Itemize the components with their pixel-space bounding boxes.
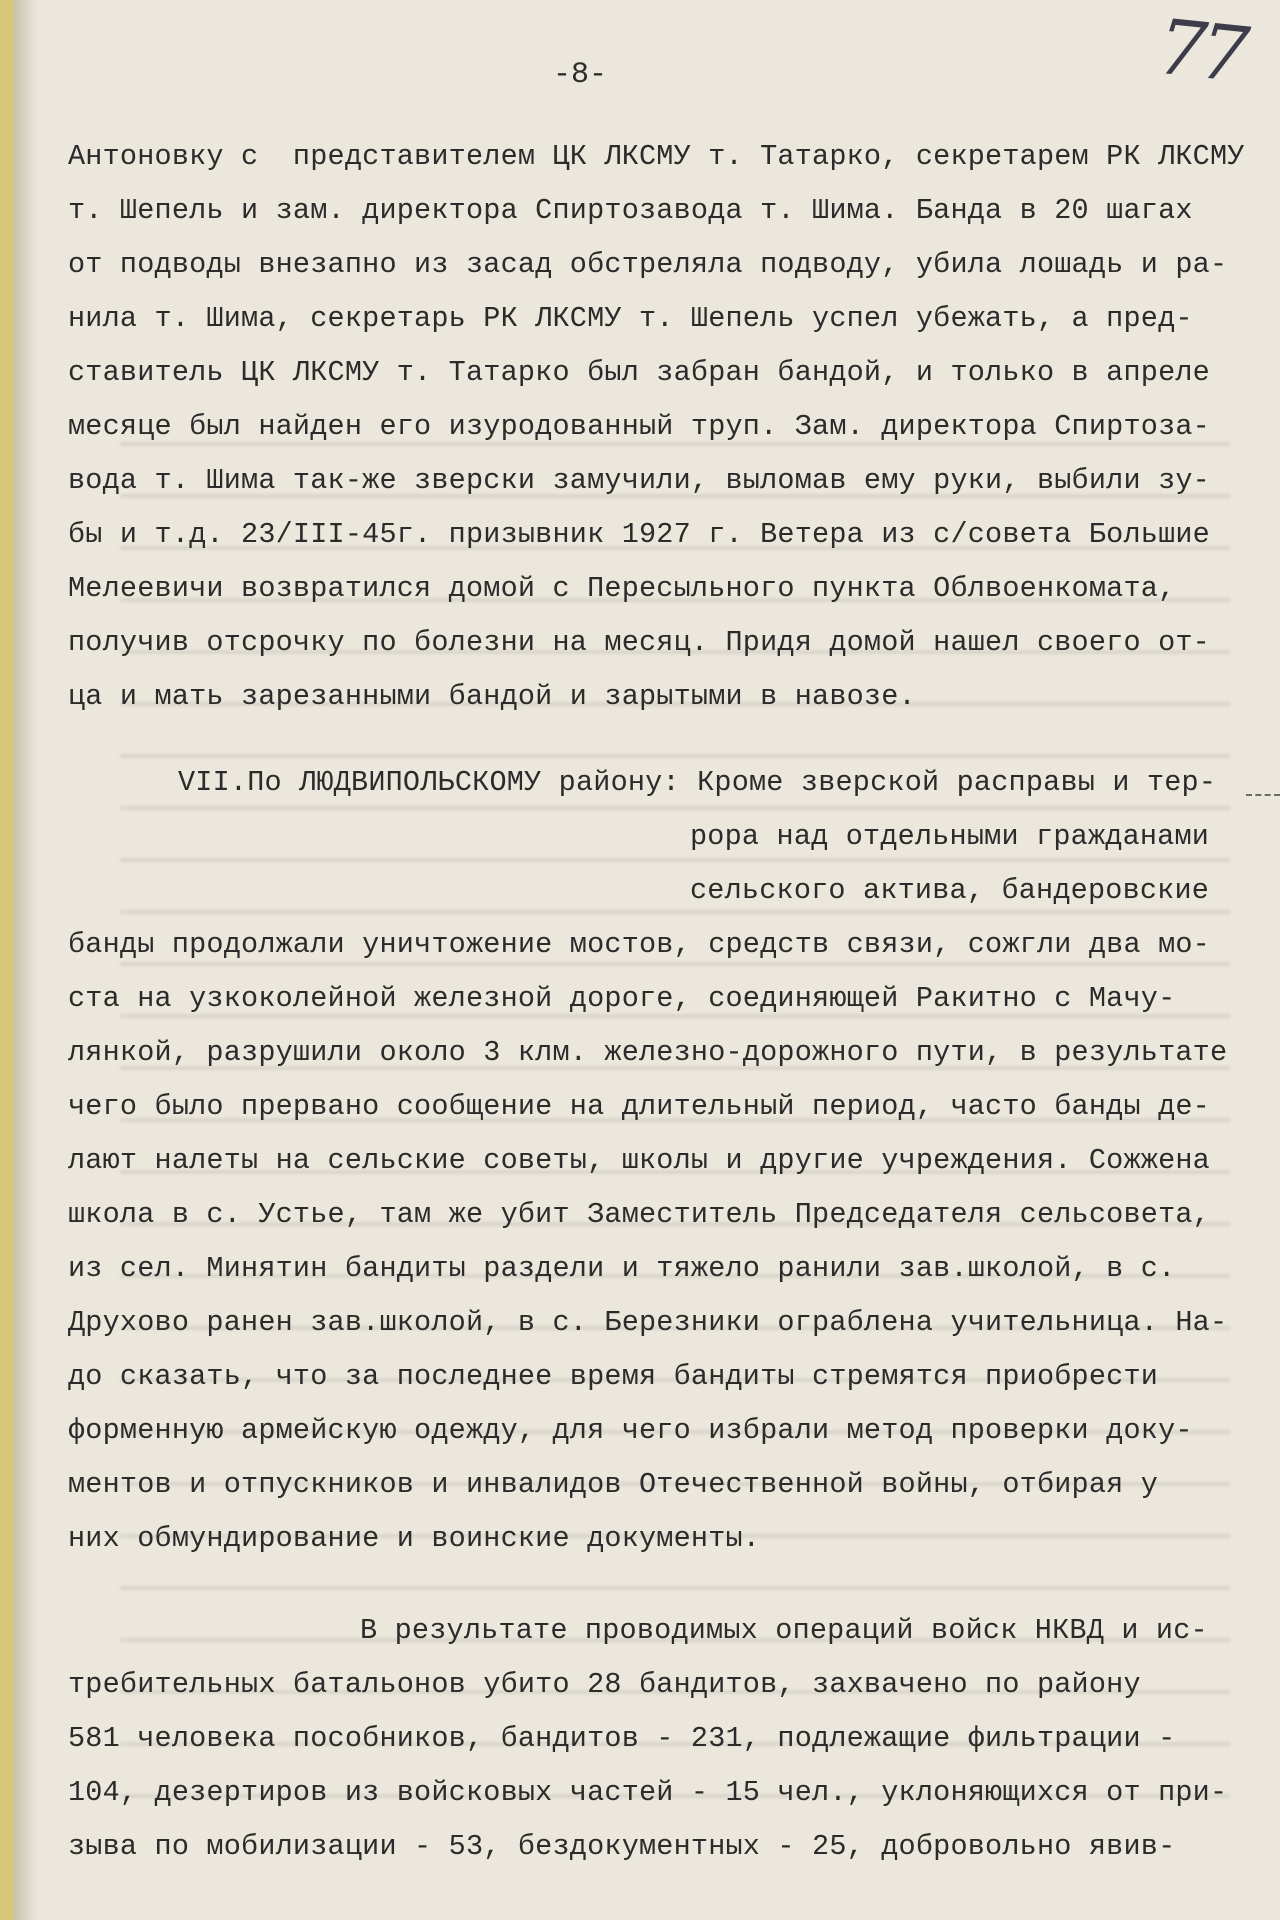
text-line: В результате проводимых операций войск НКВД и ис-	[360, 1614, 1208, 1647]
text-line: них обмундирование и воинские документы.	[68, 1522, 761, 1555]
text-line: Мелеевичи возвратился домой с Пересыльного пункта Облвоенкомата,	[68, 572, 1176, 605]
text-line: Друхово ранен зав.школой, в с. Березники ограблена учительница. На-	[68, 1306, 1228, 1339]
text-line: требительных батальонов убито 28 бандитов, захвачено по району	[68, 1668, 1141, 1701]
text-line: из сел. Минятин бандиты раздели и тяжело ранили зав.школой, в с.	[68, 1252, 1176, 1285]
text-line: чего было прервано сообщение на длительный период, часто банды де-	[68, 1090, 1210, 1123]
binding-edge	[0, 0, 14, 1920]
text-line: лают налеты на сельские советы, школы и другие учреждения. Сожжена	[68, 1144, 1210, 1177]
binding-shadow	[14, 0, 38, 1920]
text-line: вода т. Шима так-же зверски замучили, выломав ему руки, выбили зу-	[68, 464, 1210, 497]
text-line: до сказать, что за последнее время бандиты стремятся приобрести	[68, 1360, 1159, 1393]
text-line: лянкой, разрушили около 3 клм. железно-дорожного пути, в результате	[68, 1036, 1228, 1069]
text-line: ца и мать зарезанными бандой и зарытыми в навозе.	[68, 680, 916, 713]
text-line: зыва по мобилизации - 53, бездокументных - 25, добровольно явив-	[68, 1830, 1176, 1863]
text-line: получив отсрочку по болезни на месяц. Придя домой нашел своего от-	[68, 626, 1210, 659]
text-line: от подводы внезапно из засад обстреляла подводу, убила лошадь и ра-	[68, 248, 1228, 281]
margin-dash-mark	[1246, 794, 1280, 796]
text-line: т. Шепель и зам. директора Спиртозавода т. Шима. Банда в 20 шагах	[68, 194, 1193, 227]
text-line: форменную армейскую одежду, для чего избрали метод проверки доку-	[68, 1414, 1193, 1447]
handwritten-sheet-number: 77	[1153, 1, 1248, 100]
section-heading-line: VII.По ЛЮДВИПОЛЬСКОМУ району: Кроме зверской расправы и тер-	[178, 766, 1217, 799]
text-line: нила т. Шима, секретарь РК ЛКСМУ т. Шепель успел убежать, а пред-	[68, 302, 1193, 335]
text-line: бы и т.д. 23/III-45г. призывник 1927 г. Ветера из с/совета Большие	[68, 518, 1210, 551]
text-line: 104, дезертиров из войсковых частей - 15 чел., уклоняющихся от при-	[68, 1776, 1228, 1809]
text-line: банды продолжали уничтожение мостов, средств связи, сожгли два мо-	[68, 928, 1210, 961]
text-line: ста на узкоколейной железной дороге, соединяющей Ракитно с Мачу-	[68, 982, 1176, 1015]
text-line: месяце был найден его изуродованный труп. Зам. директора Спиртоза-	[68, 410, 1210, 443]
text-line: ставитель ЦК ЛКСМУ т. Татарко был забран бандой, и только в апреле	[68, 356, 1210, 389]
text-line: Антоновку с представителем ЦК ЛКСМУ т. Татарко, секретарем РК ЛКСМУ	[68, 140, 1245, 173]
text-line: 581 человека пособников, бандитов - 231, подлежащие фильтрации -	[68, 1722, 1176, 1755]
page-number: -8-	[552, 58, 607, 92]
text-line: сельского актива, бандеровские	[690, 874, 1210, 907]
text-line: школа в с. Устье, там же убит Заместитель Председателя сельсовета,	[68, 1198, 1210, 1231]
text-line: рора над отдельными гражданами	[690, 820, 1210, 853]
text-line: ментов и отпускников и инвалидов Отечественной войны, отбирая у	[68, 1468, 1159, 1501]
